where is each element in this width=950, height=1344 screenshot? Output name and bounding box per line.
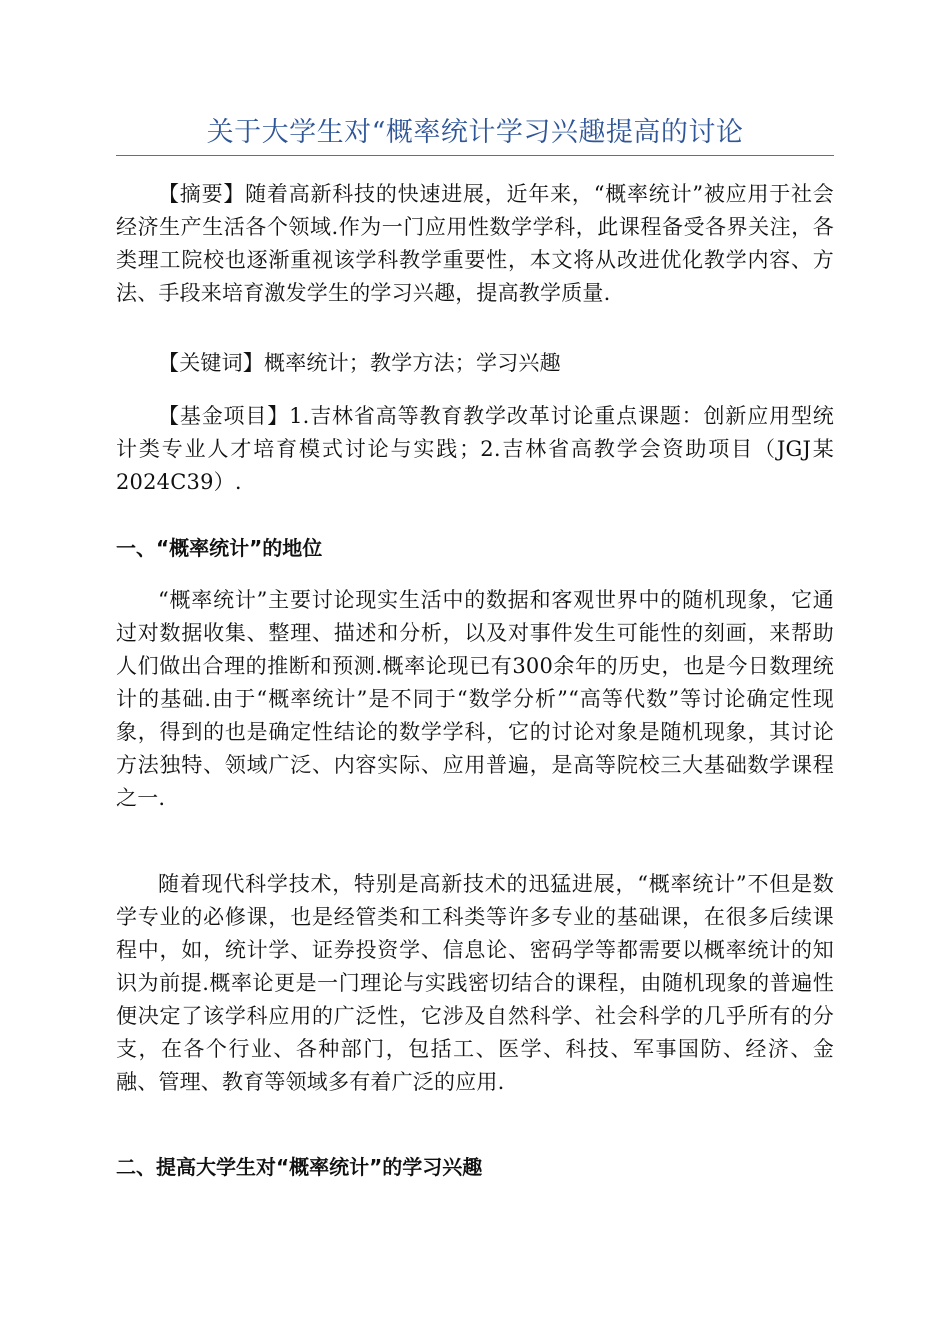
keywords-paragraph: 【关键词】概率统计；教学方法；学习兴趣: [158, 351, 561, 375]
section1-paragraph-2: 随着现代科学技术，特别是高新技术的迅猛进展，“概率统计”不但是数学专业的必修课，也是经管类和工科类等许多专业的基础课，在很多后续课程中，如，统计学、证券投资学、信息论、密码学等都需要以概率统计的知识为前提.概率论更是一门理论与实践密切结合的课程，由随机现象的普遍性便决定了该学科应用的广泛性，它涉及自然科学、社会科学的几乎所有的分支，在各个行业、各种部门，包括工、医学、科技、军事国防、经济、金融、管理、教育等领域多有着广泛的应用.: [116, 872, 834, 1094]
section-heading-2: 二、提高大学生对“概率统计”的学习兴趣: [116, 1155, 483, 1179]
abstract-paragraph: 【摘要】随着高新科技的快速进展，近年来，“概率统计”被应用于社会经济生产生活各个领域.作为一门应用性数学学科，此课程备受各界关注，各类理工院校也逐渐重视该学科教学重要性，本文将从改进优化教学内容、方法、手段来培育激发学生的学习兴趣，提高教学质量.: [116, 182, 834, 305]
title-underline: [116, 155, 834, 156]
section-heading-1: 一、“概率统计”的地位: [116, 536, 323, 560]
fund-paragraph: 【基金项目】1.吉林省高等教育教学改革讨论重点课题：创新应用型统计类专业人才培育模式讨论与实践；2.吉林省高教学会资助项目（JGJ某2024C39）.: [116, 404, 834, 494]
section1-paragraph-1: “概率统计”主要讨论现实生活中的数据和客观世界中的随机现象，它通过对数据收集、整理、描述和分析，以及对事件发生可能性的刻画，来帮助人们做出合理的推断和预测.概率论现已有300余年的历史，也是今日数理统计的基础.由于“概率统计”是不同于“数学分析”“高等代数”等讨论确定性现象，得到的也是确定性结论的数学学科，它的讨论对象是随机现象，其讨论方法独特、领域广泛、内容实际、应用普遍，是高等院校三大基础数学课程之一.: [116, 588, 834, 810]
document-title: 关于大学生对“概率统计学习兴趣提高的讨论: [206, 117, 744, 148]
